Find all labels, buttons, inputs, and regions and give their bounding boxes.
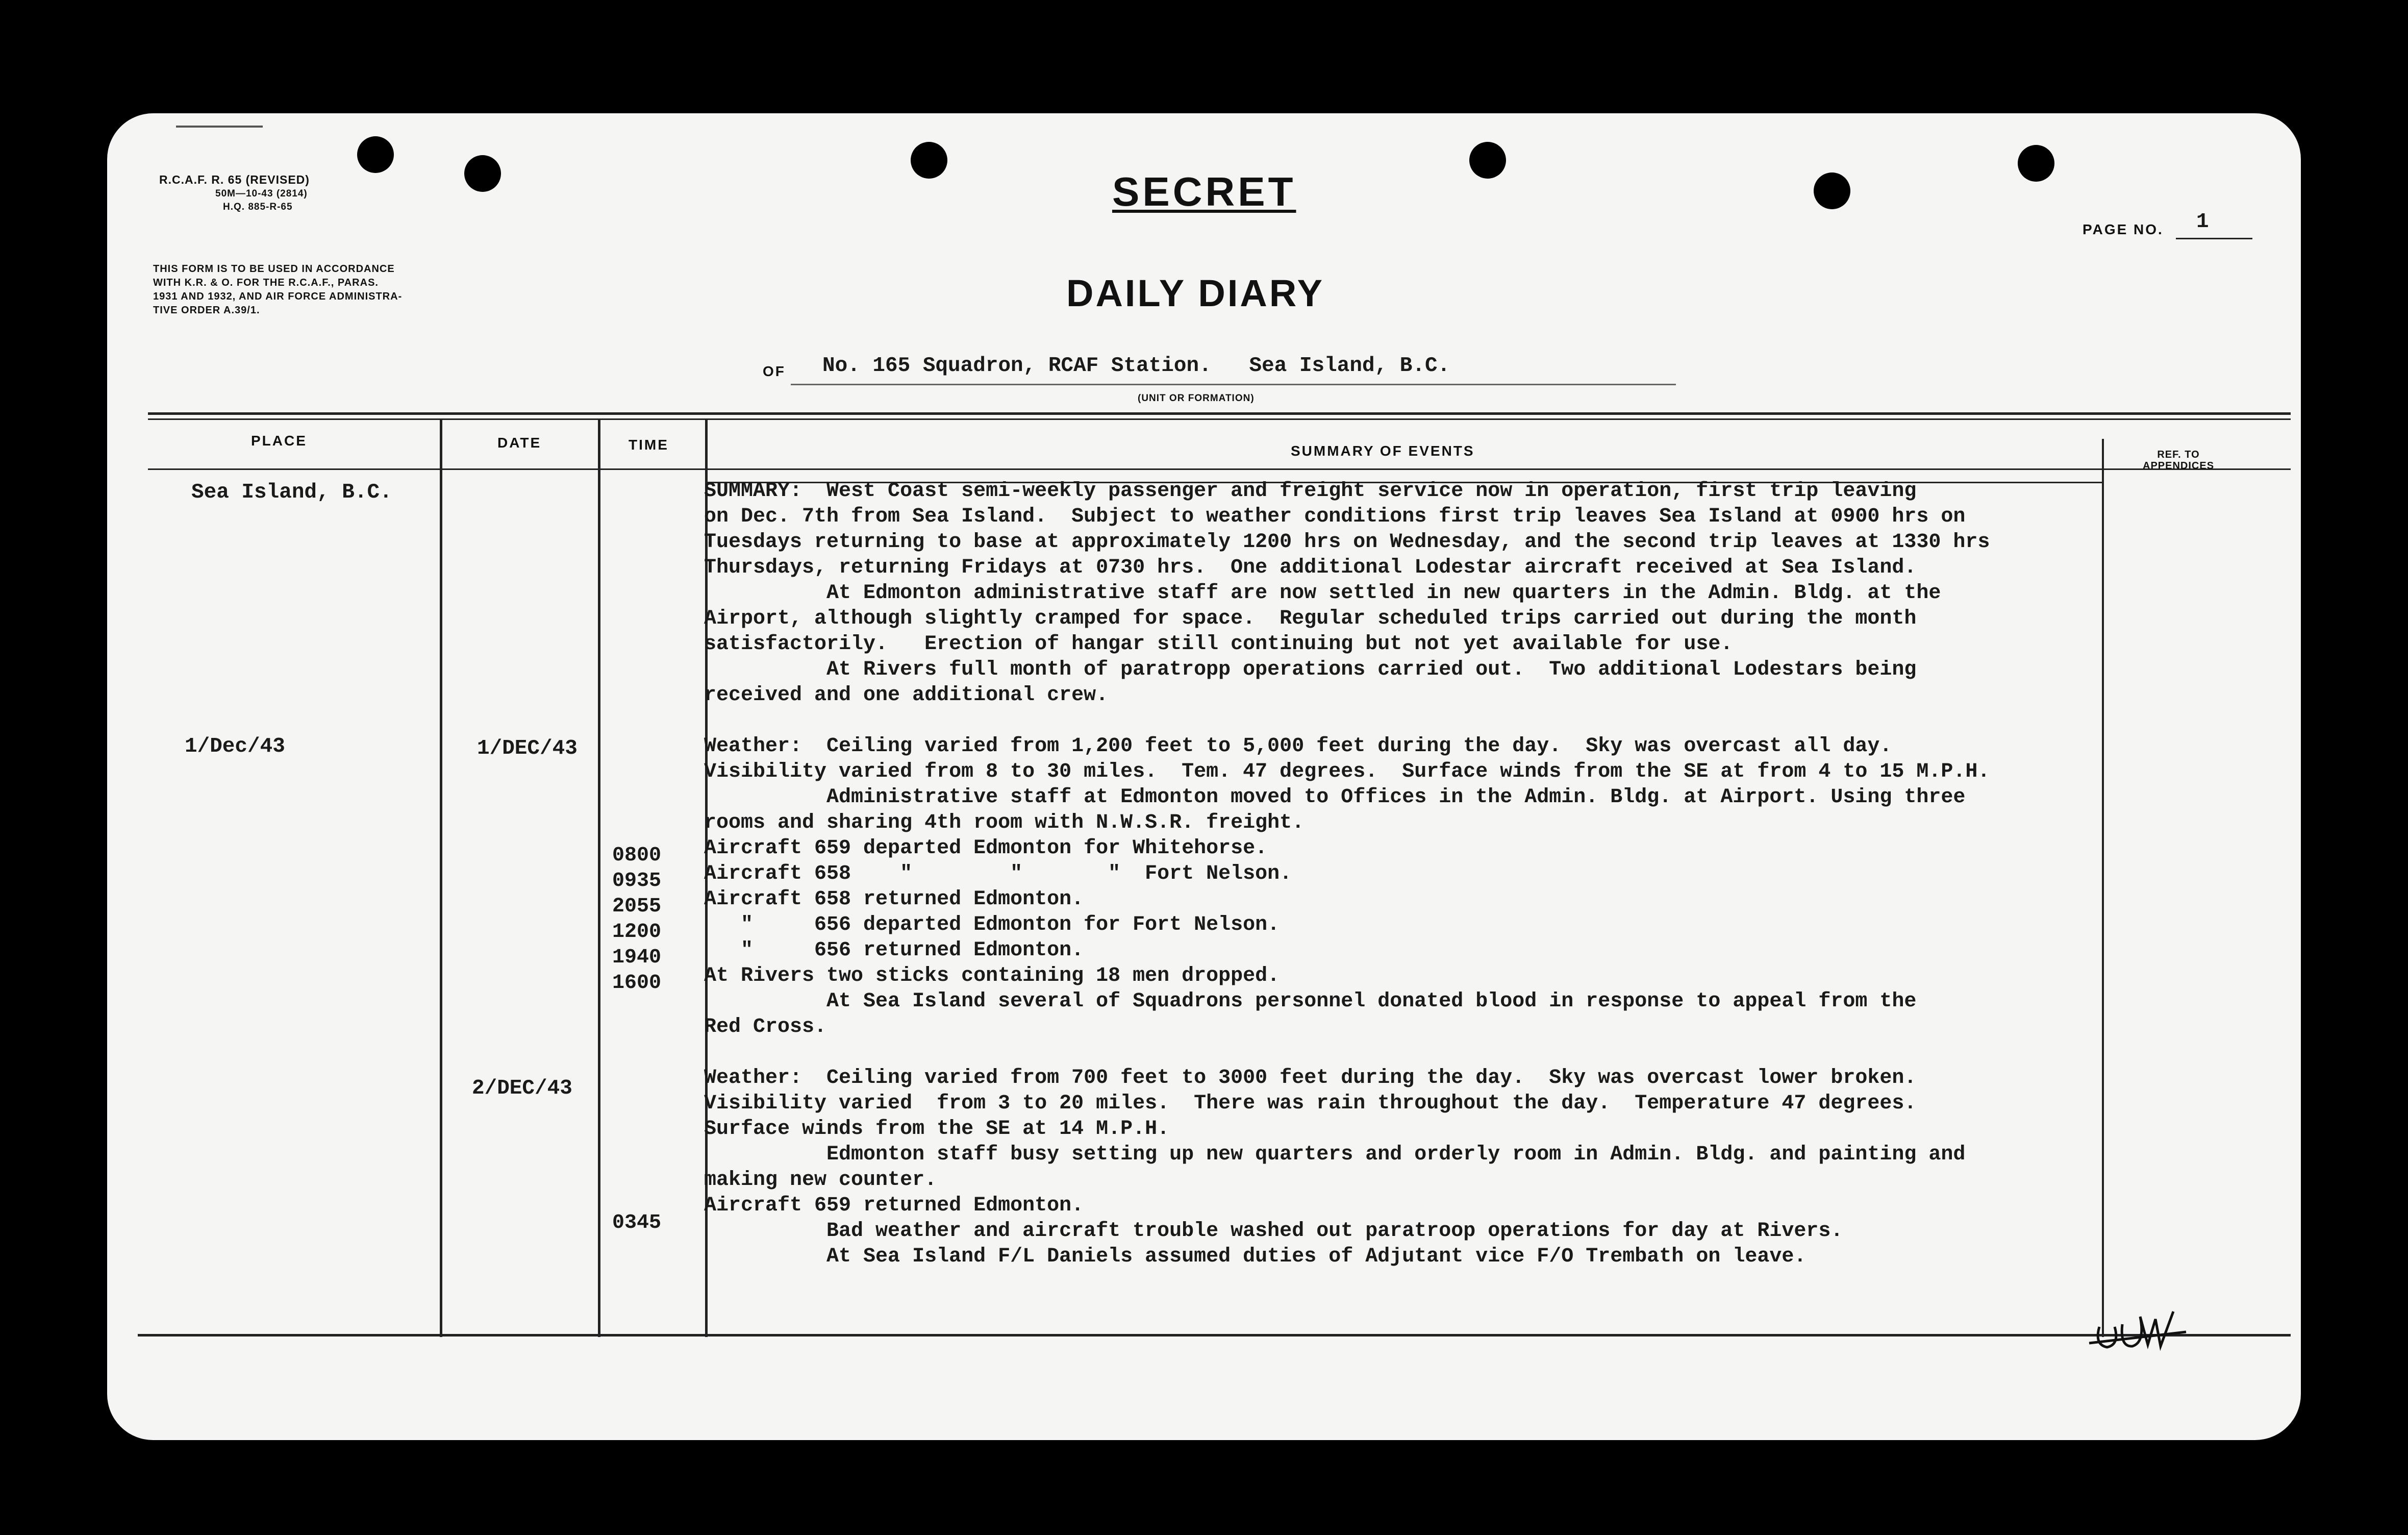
place-date-entry: 1/Dec/43 xyxy=(185,735,285,758)
event-line: Bad weather and aircraft trouble washed out paratroop operations for day at Rivers. xyxy=(704,1220,1843,1243)
punch-hole xyxy=(1814,172,1850,209)
event-line: received and one additional crew. xyxy=(704,684,1109,707)
column-header-time: TIME xyxy=(629,437,669,453)
event-line: Tuesdays returning to base at approximately 1200 hrs on Wednesday, and the second trip leaves at 1330 hrs xyxy=(704,531,1990,554)
page-number-rule xyxy=(2176,238,2252,239)
event-line xyxy=(704,1040,2102,1066)
summary-of-events xyxy=(704,479,2102,1270)
event-line: rooms and sharing 4th room with N.W.S.R. freight. xyxy=(704,811,1305,834)
event-line: SUMMARY: West Coast semi-weekly passenger and freight service now in operation, first trip leaving xyxy=(704,480,1917,503)
punch-hole xyxy=(911,142,947,179)
time-column-group xyxy=(612,1210,673,1236)
notice-line: 1931 AND 1932, AND AIR FORCE ADMINISTRA- xyxy=(153,291,403,302)
punch-hole xyxy=(357,136,394,173)
event-line: Weather: Ceiling varied from 700 feet to 3000 feet during the day. Sky was overcast lower broken. xyxy=(704,1067,1917,1090)
form-ref-line: 50M—10-43 (2814) xyxy=(215,188,308,199)
event-line: satisfactorily. Erection of hangar still continuing but not yet available for use. xyxy=(704,633,1733,656)
punch-hole xyxy=(464,155,501,192)
event-line: making new counter. xyxy=(704,1169,937,1192)
event-line: " 656 departed Edmonton for Fort Nelson. xyxy=(704,913,1280,936)
column-header-summary: SUMMARY OF EVENTS xyxy=(1291,443,1475,459)
ref-header-line: APPENDICES xyxy=(2143,460,2215,472)
unit-of-label: OF xyxy=(763,363,786,379)
punch-hole xyxy=(1469,142,1506,179)
column-header-ref xyxy=(2143,449,2214,472)
header-bottom-rule xyxy=(148,468,2291,470)
event-line: Aircraft 658 " " " Fort Nelson. xyxy=(704,862,1292,885)
classification-stamp: SECRET xyxy=(1112,169,1296,214)
date-entry: 1/DEC/43 xyxy=(477,737,578,760)
date-entry: 2/DEC/43 xyxy=(472,1077,572,1100)
event-line: " 656 returned Edmonton. xyxy=(704,939,1084,962)
unit-caption: (UNIT OR FORMATION) xyxy=(1138,393,1255,404)
event-line xyxy=(704,708,2102,734)
pencil-mark xyxy=(176,126,263,128)
event-line: At Rivers full month of paratropp operations carried out. Two additional Lodestars being xyxy=(704,658,1917,681)
form-reference xyxy=(159,172,310,214)
event-line: on Dec. 7th from Sea Island. Subject to weather conditions first trip leaves Sea Island at 0900 hrs on xyxy=(704,505,1966,528)
notice-line: THIS FORM IS TO BE USED IN ACCORDANCE xyxy=(153,263,395,275)
event-line: Thursdays, returning Fridays at 0730 hrs. One additional Lodestar aircraft received at Sea Island. xyxy=(704,556,1917,579)
ref-header-line: REF. TO xyxy=(2157,449,2200,460)
punch-hole xyxy=(2018,145,2054,182)
event-line: Red Cross. xyxy=(704,1016,827,1038)
time-entry: 0345 xyxy=(612,1211,662,1234)
form-usage-notice xyxy=(153,262,402,317)
time-entry: 0935 xyxy=(612,870,662,893)
page-number: 1 xyxy=(2196,210,2209,234)
col-divider xyxy=(2102,439,2104,1337)
time-entry: 1200 xyxy=(612,921,662,944)
event-line: At Sea Island F/L Daniels assumed duties of Adjutant vice F/O Trembath on leave. xyxy=(704,1245,1807,1268)
event-line: At Rivers two sticks containing 18 men dropped. xyxy=(704,964,1280,987)
table-top-rule-2 xyxy=(148,418,2291,420)
event-line: At Edmonton administrative staff are now settled in new quarters in the Admin. Bldg. at the xyxy=(704,582,1941,605)
column-header-date: DATE xyxy=(497,435,542,451)
column-header-place: PLACE xyxy=(251,433,307,449)
form-ref-line: R.C.A.F. R. 65 (REVISED) xyxy=(159,173,310,186)
col-divider xyxy=(598,418,600,1337)
unit-name: No. 165 Squadron, RCAF Station. Sea Island, B.C. xyxy=(822,354,1450,378)
notice-line: TIVE ORDER A.39/1. xyxy=(153,305,260,316)
event-line: Aircraft 659 returned Edmonton. xyxy=(704,1194,1084,1217)
page-number-label: PAGE NO. xyxy=(2083,221,2164,237)
notice-line: WITH K.R. & O. FOR THE R.C.A.F., PARAS. xyxy=(153,277,379,288)
event-line: Surface winds from the SE at 14 M.P.H. xyxy=(704,1118,1170,1141)
event-line: Administrative staff at Edmonton moved to Offices in the Admin. Bldg. at Airport. Using three xyxy=(704,786,1966,809)
event-line: At Sea Island several of Squadrons personnel donated blood in response to appeal from the xyxy=(704,990,1917,1013)
event-line: Edmonton staff busy setting up new quarters and orderly room in Admin. Bldg. and painting and xyxy=(704,1143,1966,1166)
table-bottom-rule xyxy=(138,1334,2291,1336)
col-divider xyxy=(440,418,442,1337)
event-line: Airport, although slightly cramped for space. Regular scheduled trips carried out during the month xyxy=(704,607,1917,630)
form-ref-line: H.Q. 885-R-65 xyxy=(223,202,293,212)
document-title: DAILY DIARY xyxy=(1066,272,1324,314)
event-line: Aircraft 659 departed Edmonton for Whitehorse. xyxy=(704,837,1268,860)
time-column-group xyxy=(612,843,673,996)
unit-rule xyxy=(791,384,1676,385)
event-line: Visibility varied from 3 to 20 miles. There was rain throughout the day. Temperature 47 degrees. xyxy=(704,1092,1917,1115)
time-entry: 1600 xyxy=(612,972,662,995)
time-entry: 2055 xyxy=(612,895,662,918)
place-entry: Sea Island, B.C. xyxy=(191,481,392,504)
table-top-rule xyxy=(148,412,2291,415)
event-line: Aircraft 658 returned Edmonton. xyxy=(704,888,1084,911)
initials-signature xyxy=(2084,1296,2201,1363)
event-line: Visibility varied from 8 to 30 miles. Tem. 47 degrees. Surface winds from the SE at from 4 to 15 M.P.H. xyxy=(704,760,1990,783)
time-entry: 1940 xyxy=(612,946,662,969)
time-entry: 0800 xyxy=(612,844,662,867)
event-line: Weather: Ceiling varied from 1,200 feet to 5,000 feet during the day. Sky was overcast all day. xyxy=(704,735,1892,758)
